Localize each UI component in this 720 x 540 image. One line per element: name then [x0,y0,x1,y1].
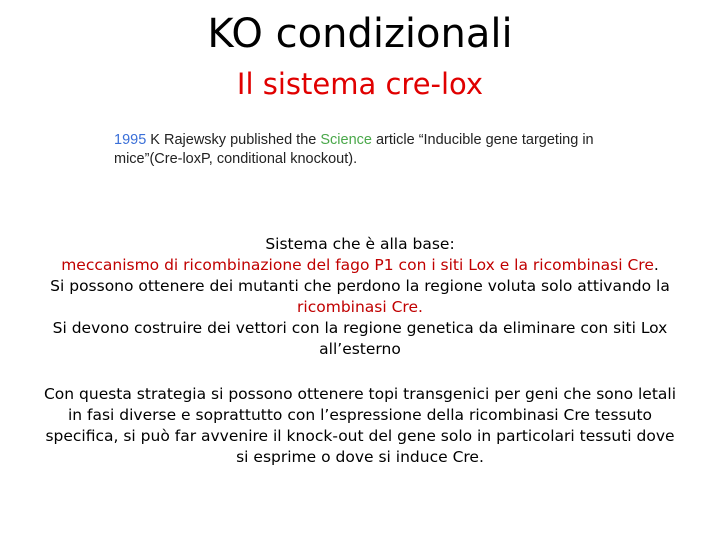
citation-line-2: mice”(Cre-loxP, conditional knockout). [114,151,358,167]
mechanism-text: meccanismo di ricombinazione del fago P1 con i siti Lox e la ricombinasi Cre [61,256,654,274]
intro-text: Sistema che è alla base: [265,235,455,253]
strategy-line-2: in fasi diverse e soprattutto con l’espressione della ricombinasi Cre tessuto [67,406,653,424]
citation-year: 1995 [114,132,147,148]
citation-journal: Science [320,132,372,148]
system-description [10,234,710,360]
strategy-line-4: si esprime o dove si induce Cre. [236,448,484,466]
mutants-text-line-2: ricombinasi Cre. [297,298,423,316]
strategy-paragraph [6,384,714,468]
vectors-text-line-1: Si devono costruire dei vettori con la regione genetica da eliminare con siti Lox [52,319,668,337]
mechanism-period: . [653,256,659,274]
citation-article: article “Inducible gene targeting in [371,132,594,148]
mechanism-line [10,255,710,276]
citation-text: K Rajewsky published the [146,132,321,148]
citation-line-1 [114,131,654,150]
strategy-line-3: specifica, si può far avvenire il knock-out del gene solo in particolari tessuti dove [45,427,675,445]
mutants-text-line-1: Si possono ottenere dei mutanti che perdono la regione voluta solo attivando la [50,277,670,295]
slide-title: KO condizionali [207,11,513,57]
vectors-text-line-2: all’esterno [319,340,401,358]
strategy-line-1: Con questa strategia si possono ottenere topi transgenici per geni che sono letali [43,385,677,403]
citation-block [114,131,654,169]
slide-subtitle: Il sistema cre-lox [236,67,484,101]
